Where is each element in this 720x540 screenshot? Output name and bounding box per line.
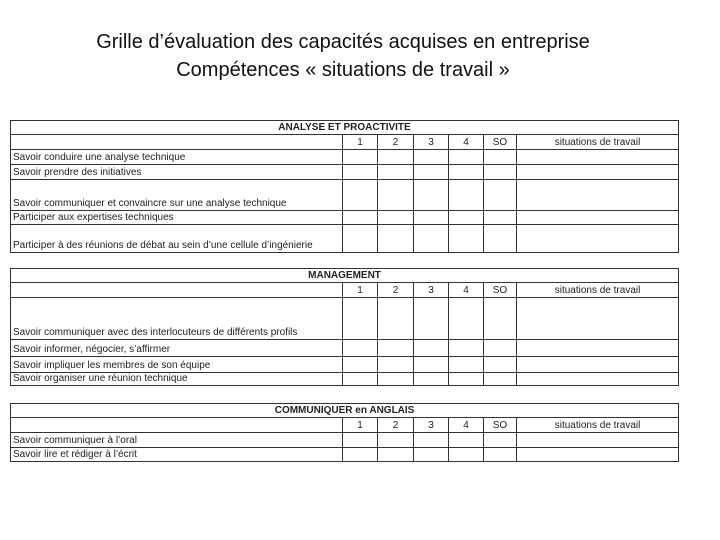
table-row [11,357,679,373]
section-header-row [11,121,679,135]
so-cell[interactable] [484,340,517,357]
so-cell[interactable] [484,180,517,211]
score-cell[interactable] [449,340,484,357]
table-row [11,150,679,165]
table-row [11,180,679,211]
column-header-row [11,135,679,150]
table-row [11,298,679,340]
title-line-2: Compétences « situations de travail » [176,59,510,81]
table-row [11,225,679,253]
col-header-2: 2 [378,135,414,150]
col-header-3: 3 [414,418,449,433]
so-cell[interactable] [484,225,517,253]
situation-cell[interactable] [517,298,679,340]
situation-cell[interactable] [517,165,679,180]
situation-cell[interactable] [517,150,679,165]
situation-cell[interactable] [517,225,679,253]
page-title [0,28,686,84]
situation-cell[interactable] [517,357,679,373]
skill-label: Savoir impliquer les membres de son équipe [11,357,343,373]
skill-label: Savoir prendre des initiatives [11,165,343,180]
score-cell[interactable] [414,180,449,211]
score-cell[interactable] [449,150,484,165]
so-cell[interactable] [484,357,517,373]
score-cell[interactable] [378,211,414,225]
table-row [11,340,679,357]
col-header-3: 3 [414,135,449,150]
score-cell[interactable] [378,340,414,357]
score-cell[interactable] [449,373,484,386]
title-line-1: Grille d’évaluation des capacités acquises en entreprise [96,31,590,53]
col-header-so: SO [484,418,517,433]
skill-label: Savoir organiser une réunion technique [11,373,343,386]
skill-label: Savoir informer, négocier, s’affirmer [11,340,343,357]
skill-label: Savoir communiquer avec des interlocuteurs de différents profils [11,298,343,340]
score-cell[interactable] [449,180,484,211]
score-cell[interactable] [343,298,378,340]
score-cell[interactable] [378,225,414,253]
column-header-row [11,283,679,298]
skill-label: Savoir communiquer à l’oral [11,433,343,448]
score-cell[interactable] [343,180,378,211]
so-cell[interactable] [484,298,517,340]
score-cell[interactable] [414,211,449,225]
score-cell[interactable] [378,357,414,373]
so-cell[interactable] [484,165,517,180]
score-cell[interactable] [378,150,414,165]
section-title: ANALYSE ET PROACTIVITE [11,121,679,135]
score-cell[interactable] [343,150,378,165]
table-row [11,373,679,386]
score-cell[interactable] [449,225,484,253]
label-column-header [11,418,343,433]
section-title: MANAGEMENT [11,269,679,283]
so-cell[interactable] [484,373,517,386]
col-header-3: 3 [414,283,449,298]
label-column-header [11,135,343,150]
situation-cell[interactable] [517,373,679,386]
column-header-row [11,418,679,433]
col-header-so: SO [484,283,517,298]
section-header-row [11,404,679,418]
score-cell[interactable] [414,433,449,448]
col-header-2: 2 [378,418,414,433]
score-cell[interactable] [414,340,449,357]
score-cell[interactable] [378,373,414,386]
section-title: COMMUNIQUER en ANGLAIS [11,404,679,418]
so-cell[interactable] [484,211,517,225]
score-cell[interactable] [449,448,484,462]
situation-cell[interactable] [517,211,679,225]
score-cell[interactable] [343,433,378,448]
col-header-1: 1 [343,135,378,150]
situation-cell[interactable] [517,180,679,211]
score-cell[interactable] [414,225,449,253]
col-header-4: 4 [449,418,484,433]
col-header-situations: situations de travail [517,418,679,433]
score-cell[interactable] [449,165,484,180]
score-cell[interactable] [449,298,484,340]
table-row [11,165,679,180]
col-header-4: 4 [449,135,484,150]
situation-cell[interactable] [517,448,679,462]
score-cell[interactable] [378,433,414,448]
score-cell[interactable] [343,225,378,253]
so-cell[interactable] [484,448,517,462]
score-cell[interactable] [414,165,449,180]
situation-cell[interactable] [517,340,679,357]
score-cell[interactable] [449,211,484,225]
col-header-1: 1 [343,418,378,433]
col-header-situations: situations de travail [517,283,679,298]
score-cell[interactable] [414,298,449,340]
skill-label: Participer aux expertises techniques [11,211,343,225]
situation-cell[interactable] [517,433,679,448]
label-column-header [11,283,343,298]
score-cell[interactable] [343,357,378,373]
score-cell[interactable] [343,340,378,357]
score-cell[interactable] [343,211,378,225]
col-header-so: SO [484,135,517,150]
score-cell[interactable] [414,373,449,386]
score-cell[interactable] [414,150,449,165]
skill-label: Savoir lire et rédiger à l’écrit [11,448,343,462]
score-cell[interactable] [449,433,484,448]
score-cell[interactable] [378,448,414,462]
col-header-4: 4 [449,283,484,298]
score-cell[interactable] [414,448,449,462]
skill-label: Participer à des réunions de débat au sein d’une cellule d’ingénierie [11,225,343,253]
score-cell[interactable] [343,448,378,462]
table-row [11,211,679,225]
score-cell[interactable] [378,180,414,211]
section-header-row [11,269,679,283]
so-cell[interactable] [484,150,517,165]
evaluation-table-analyse [10,120,679,253]
score-cell[interactable] [378,298,414,340]
score-cell[interactable] [449,357,484,373]
evaluation-table-management [10,268,679,386]
col-header-situations: situations de travail [517,135,679,150]
score-cell[interactable] [414,357,449,373]
skill-label: Savoir communiquer et convaincre sur une analyse technique [11,180,343,211]
table-row [11,433,679,448]
col-header-2: 2 [378,283,414,298]
score-cell[interactable] [378,165,414,180]
skill-label: Savoir conduire une analyse technique [11,150,343,165]
so-cell[interactable] [484,433,517,448]
score-cell[interactable] [343,373,378,386]
score-cell[interactable] [343,165,378,180]
evaluation-table-anglais [10,403,679,462]
col-header-1: 1 [343,283,378,298]
table-row [11,448,679,462]
